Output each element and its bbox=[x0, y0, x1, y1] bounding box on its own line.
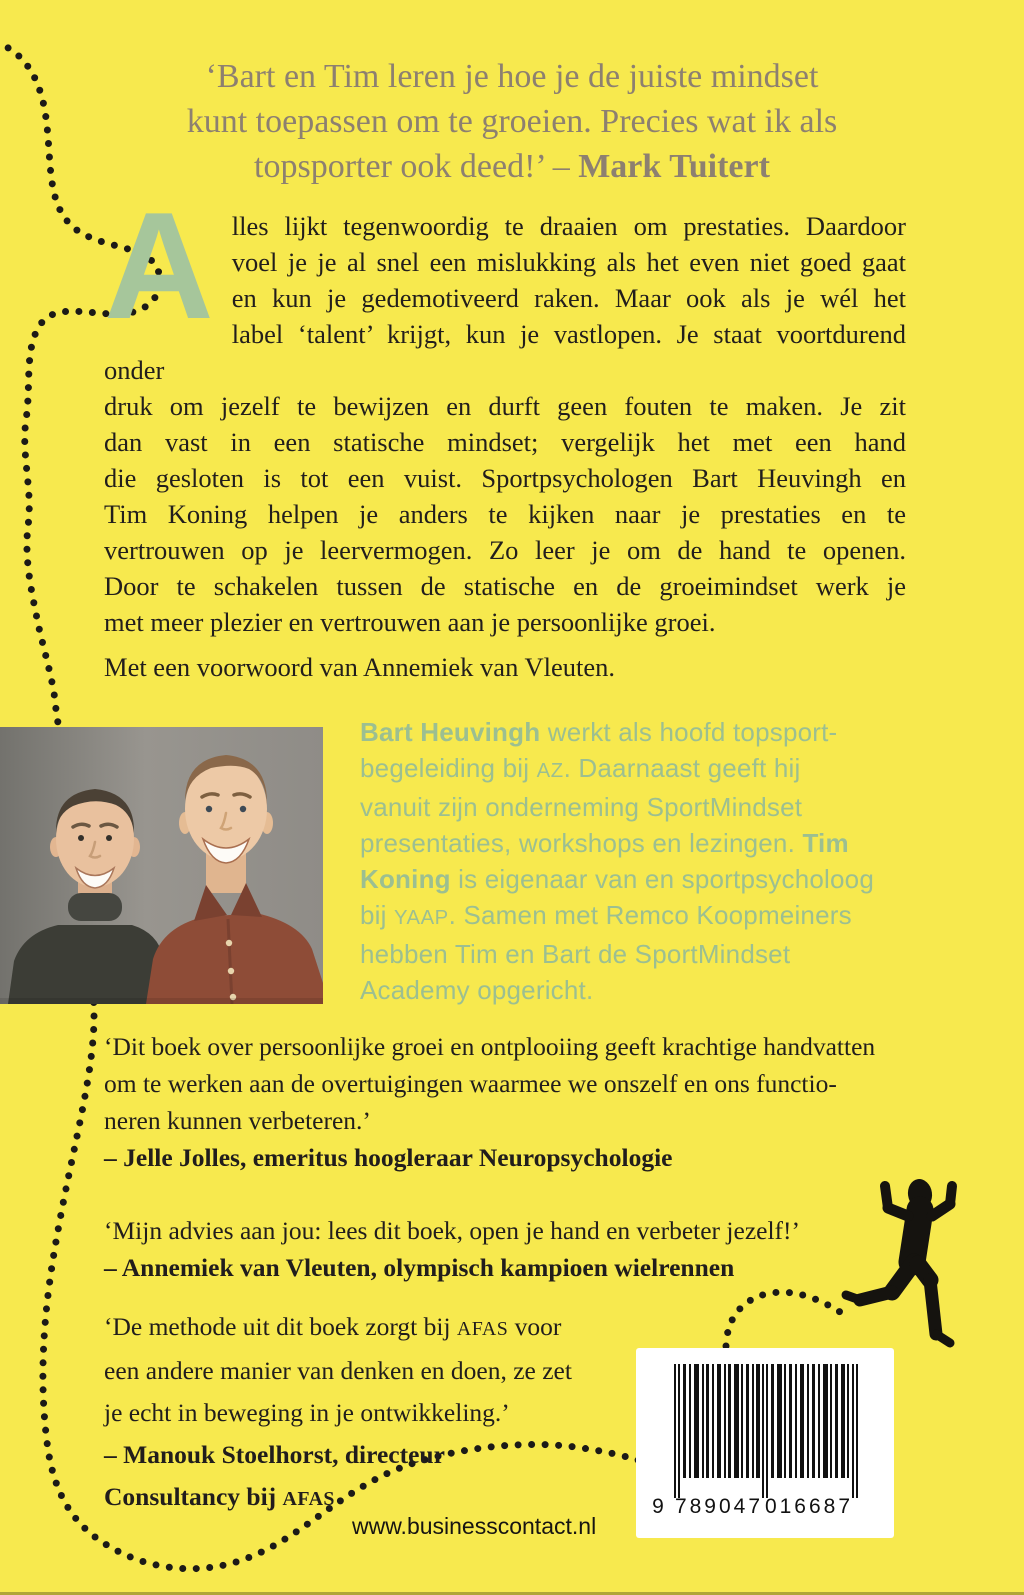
blurb-paragraph bbox=[104, 181, 906, 640]
text-line: ‘Mijn advies aan jou: lees dit boek, open je hand en verbeter jezelf!’ bbox=[104, 1216, 801, 1245]
text-line: vanuit zijn onderneming SportMindset bbox=[360, 792, 803, 822]
text-line: – Manouk Stoelhorst, directeur bbox=[104, 1440, 445, 1469]
text-line: label ‘talent’ krijgt, kun je vastlopen. Je staat voortdurend onder bbox=[104, 319, 906, 385]
top-endorsement-quote bbox=[40, 54, 984, 189]
text-line: topsporter ook deed!’ – Mark Tuitert bbox=[254, 148, 770, 185]
text-line: Door te schakelen tussen de statische en de groeimindset werk je bbox=[104, 571, 906, 601]
publisher-website: www.businesscontact.nl bbox=[352, 1513, 597, 1539]
quote-manouk-stoelhorst bbox=[104, 1306, 594, 1520]
text-line: lles lijkt tegenwoordig te draaien om prestaties. Daardoor bbox=[231, 211, 906, 241]
text-line: en kun je gedemotiveerd raken. Maar ook als je wél het bbox=[231, 283, 906, 313]
text-line: voel je je al snel een mislukking als het even niet goed gaat bbox=[231, 247, 906, 277]
dropcap-letter: A bbox=[104, 181, 214, 351]
barcode-digits-right: 016687 bbox=[764, 1495, 854, 1518]
text-line: bij YAAP. Samen met Remco Koopmeiners bbox=[360, 900, 852, 930]
text-line: Consultancy bij AFAS bbox=[104, 1482, 335, 1511]
text-line: dan vast in een statische mindset; vergelijk het met een hand bbox=[104, 427, 906, 457]
barcode-digit-lead: 9 bbox=[652, 1495, 664, 1518]
text-line: Tim Koning helpen je anders te kijken naar je prestaties en te bbox=[104, 499, 906, 529]
authors-photo bbox=[0, 727, 323, 1004]
back-cover-blurb bbox=[104, 181, 906, 640]
barcode-digits-left: 789047 bbox=[674, 1495, 764, 1518]
barcode-bars bbox=[674, 1364, 858, 1498]
text-line: – Annemiek van Vleuten, olympisch kampioen wielrennen bbox=[104, 1253, 735, 1282]
authors-bio bbox=[360, 714, 920, 1008]
text-line: kunt toepassen om te groeien. Precies wat ik als bbox=[186, 103, 838, 140]
quote-annemiek-van-vleuten bbox=[104, 1212, 974, 1286]
isbn-barcode bbox=[636, 1348, 894, 1538]
foreword-note: Met een voorwoord van Annemiek van Vleuten. bbox=[104, 652, 615, 682]
text-line: een andere manier van denken en doen, ze zet bbox=[104, 1356, 572, 1385]
text-line: ‘Dit boek over persoonlijke groei en ontplooiing geeft krachtige handvatten bbox=[104, 1032, 876, 1061]
text-line: presentaties, workshops en lezingen. Tim bbox=[360, 828, 849, 858]
text-line: druk om jezelf te bewijzen en durft geen fouten te maken. Je zit bbox=[104, 391, 906, 421]
text-line: je echt in beweging in je ontwikkeling.’ bbox=[104, 1398, 510, 1427]
text-line: ‘De methode uit dit boek zorgt bij AFAS voor bbox=[104, 1312, 562, 1341]
text-line: begeleiding bij AZ. Daarnaast geeft hij bbox=[360, 753, 801, 783]
text-line: Koning is eigenaar van en sportpsycholoog bbox=[360, 864, 875, 894]
text-line: neren kunnen verbeteren.’ bbox=[104, 1106, 371, 1135]
text-line: hebben Tim en Bart de SportMindset bbox=[360, 939, 791, 969]
text-line: om te werken aan de overtuigingen waarmee we onszelf en ons functio- bbox=[104, 1069, 837, 1098]
text-line: ‘Bart en Tim leren je hoe je de juiste mindset bbox=[205, 58, 819, 95]
text-line: die gesloten is tot een vuist. Sportpsychologen Bart Heuvingh en bbox=[104, 463, 906, 493]
quote-jelle-jolles bbox=[104, 1028, 924, 1176]
text-line: Bart Heuvingh werkt als hoofd topsport- bbox=[360, 717, 838, 747]
authors-photo-illustration bbox=[0, 727, 323, 1004]
text-line: Academy opgericht. bbox=[360, 975, 594, 1005]
text-line: met meer plezier en vertrouwen aan je persoonlijke groei. bbox=[104, 607, 716, 637]
text-line: – Jelle Jolles, emeritus hoogleraar Neuropsychologie bbox=[104, 1143, 673, 1172]
text-line: vertrouwen op je leervermogen. Zo leer je om de hand te openen. bbox=[104, 535, 906, 565]
